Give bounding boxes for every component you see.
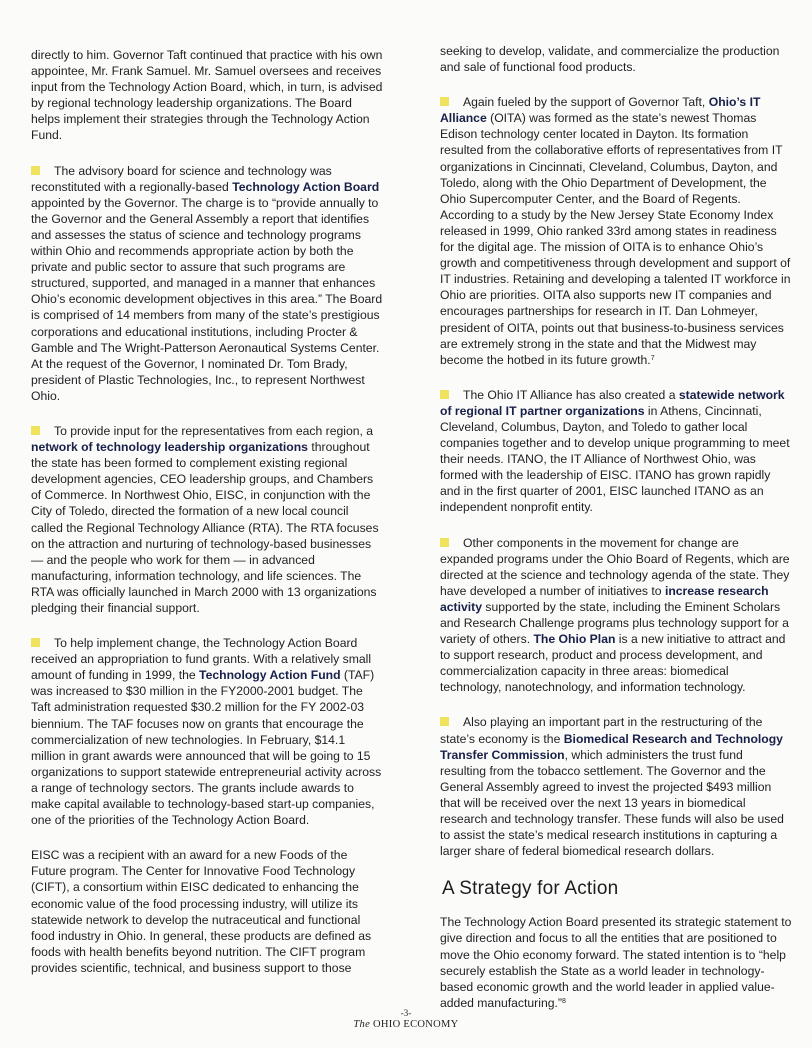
yellow-square-bullet-icon [31,166,40,175]
footnote-marker: 7 [650,354,655,362]
yellow-square-bullet-icon [440,97,449,106]
page-number: -3- [400,1008,412,1018]
yellow-square-bullet-icon [31,426,40,435]
page-footer [0,1008,812,1030]
paragraph: To provide input for the representatives from each region, a network of technology leadership organizations throughout the state has been formed to complement existing regional development agencies, CEO leadership groups, and Chambers of Commerce. In Northwest Ohio, EISC, in conjunction with the City of Toledo, directed the formation of a new local council called the Regional Technology Alliance (RTA). The RTA focuses on the attraction and nurturing of technology-based businesses — and the people who work for them — in advanced manufacturing, information technology, and life sciences. The RTA was officially launched in March 2000 with 13 organizations pledging their financial support. [31,423,379,615]
paragraph: The Ohio IT Alliance has also created a statewide network of regional IT partner organizations in Athens, Cincinnati, Cleveland, Columbus, Dayton, and Toledo to gather local companies together and to develop unique programming to meet their needs. ITANO, the IT Alliance of Northwest Ohio, was formed with the leadership of EISC. ITANO has grown rapidly and in the first quarter of 2001, EISC launched ITANO as an independent nonprofit entity. [440,387,790,515]
paragraph: The Technology Action Board presented its strategic statement to give direction and focus to all the entities that are positioned to move the Ohio economy forward. The stated intention is to “help securely establish the State as a world leader in technology-based economic growth and the world leader in applied value-added manufacturing.”$^8$ [440,915,792,1010]
paragraph: seeking to develop, validate, and commercialize the production and sale of functional food products. [440,44,780,75]
emphasis-statewide-network: statewide network of regional IT partner organizations [440,387,785,418]
paragraph: EISC was a recipient with an award for a new Foods of the Future program. The Center for Innovative Food Technology (CIFT), a consortium within EISC dedicated to enhancing the economic value of the food processing industry, will utilize its statewide network to develop the nutraceutical and functional food industry in Ohio. In general, these products are defined as foods with health benefits beyond nutrition. The CIFT program provides scientific, technical, and business support to those [31,848,372,975]
yellow-square-bullet-icon [440,717,449,726]
emphasis-biomedical-commission: Biomedical Research and Technology Transfer Commission [440,731,783,762]
yellow-square-bullet-icon [440,390,449,399]
paragraph: directly to him. Governor Taft continued that practice with his own appointee, Mr. Frank Samuel. Mr. Samuel oversees and receives input from the Technology Action Board, which, in turn, is advised by regional technology leadership organizations. The Board helps implement their strategies through the Technology Action Fund. [31,48,383,143]
section-heading: A Strategy for Action [442,878,619,900]
yellow-square-bullet-icon [440,538,449,547]
right-column [440,43,792,1030]
emphasis-network-of-technology-leadership-organizations: network of technology leadership organizations [31,440,308,455]
emphasis-ohios-it-alliance: Ohio’s IT Alliance [440,95,761,126]
emphasis-technology-action-board: Technology Action Board [232,179,380,194]
paragraph: The advisory board for science and technology was reconstituted with a regionally-based Technology Action Board appointed by the Governor. The charge is to “provide annually to the Governor and the General Assembly a report that identifies and assesses the status of science and technology programs within Ohio and recommends appropriate action by both the private and public sector to assure that such programs are structured, supported, and managed in a manner that enhances Ohio’s economic development objectives in this area.” The Board is comprised of 14 members from many of the state’s prestigious corporations and educational institutions, including Procter & Gamble and The Wright-Patterson Aeronautical Systems Center. At the request of the Governor, I nominated Dr. Tom Brady, president of Plastic Technologies, Inc., to represent Northwest Ohio. [31,163,383,403]
emphasis-increase-research-activity: increase research activity [440,583,769,614]
left-column [31,47,383,995]
paragraph: To help implement change, the Technology Action Board received an appropriation to fund grants. With a relatively small amount of funding in 1999, the Technology Action Fund (TAF) was increased to $30 million in the FY2000-2001 budget. The Taft administration requested $30.2 million for the FY 2002-03 biennium. The TAF focuses now on grants that encourage the commercialization of new technologies. In February, $14.1 million in grant awards were announced that will be going to 15 organizations to support statewide entrepreneurial activity across a range of technology sectors. The grants include awards to make capital available to technology-based start-up companies, one of the priorities of the Technology Action Board. [31,636,382,828]
paragraph: Also playing an important part in the restructuring of the state’s economy is the Biomedical Research and Technology Transfer Commission, which administers the trust fund resulting from the tobacco settlement. The Governor and the General Assembly agreed to invest the projected $493 million that will be received over the next 13 years in biomedical research and technology transfer. These funds will also be used to assist the state’s medical research institutions in capturing a larger share of federal biomedical research dollars. [440,715,784,859]
emphasis-the-ohio-plan: The Ohio Plan [533,632,616,647]
publication-title: The OHIO ECONOMY [353,1019,459,1030]
emphasis-technology-action-fund: Technology Action Fund [199,668,341,683]
footnote-marker: 8 [561,997,566,1005]
paragraph: Again fueled by the support of Governor Taft, Ohio’s IT Alliance (OITA) was formed as the state’s newest Thomas Edison technology center located in Dayton. Its formation resulted from the collaborative efforts of representatives from IT organizations in Cincinnati, Cleveland, Columbus, Dayton, and Toledo, along with the Ohio Department of Development, the Ohio Supercomputer Center, and the Board of Regents. According to a study by the New Jersey State Economy Index released in 1999, Ohio ranked 33rd among states in readiness for the digital age. The mission of OITA is to enhance Ohio’s growth and competitiveness through development and support of IT industries. Retaining and developing a talented IT workforce in Ohio are priorities. OITA also supports new IT companies and encourages partnerships for research in IT. Dan Lohmeyer, president of OITA, points out that business-to-business services are extremely strong in the state and that the Midwest may become the hotbed in its future growth.$^7$ [440,95,791,367]
yellow-square-bullet-icon [31,638,40,647]
paragraph: Other components in the movement for change are expanded programs under the Ohio Board of Regents, which are directed at the science and technology agenda of the state. They have developed a number of initiatives to increase research activity supported by the state, including the Eminent Scholars and Research Challenge programs plus technology support for a variety of others. The Ohio Plan is a new initiative to attract and to support research, product and process development, and commercialization capacity in three areas: biomedical technology, nanotechnology, and information technology. [440,535,790,695]
